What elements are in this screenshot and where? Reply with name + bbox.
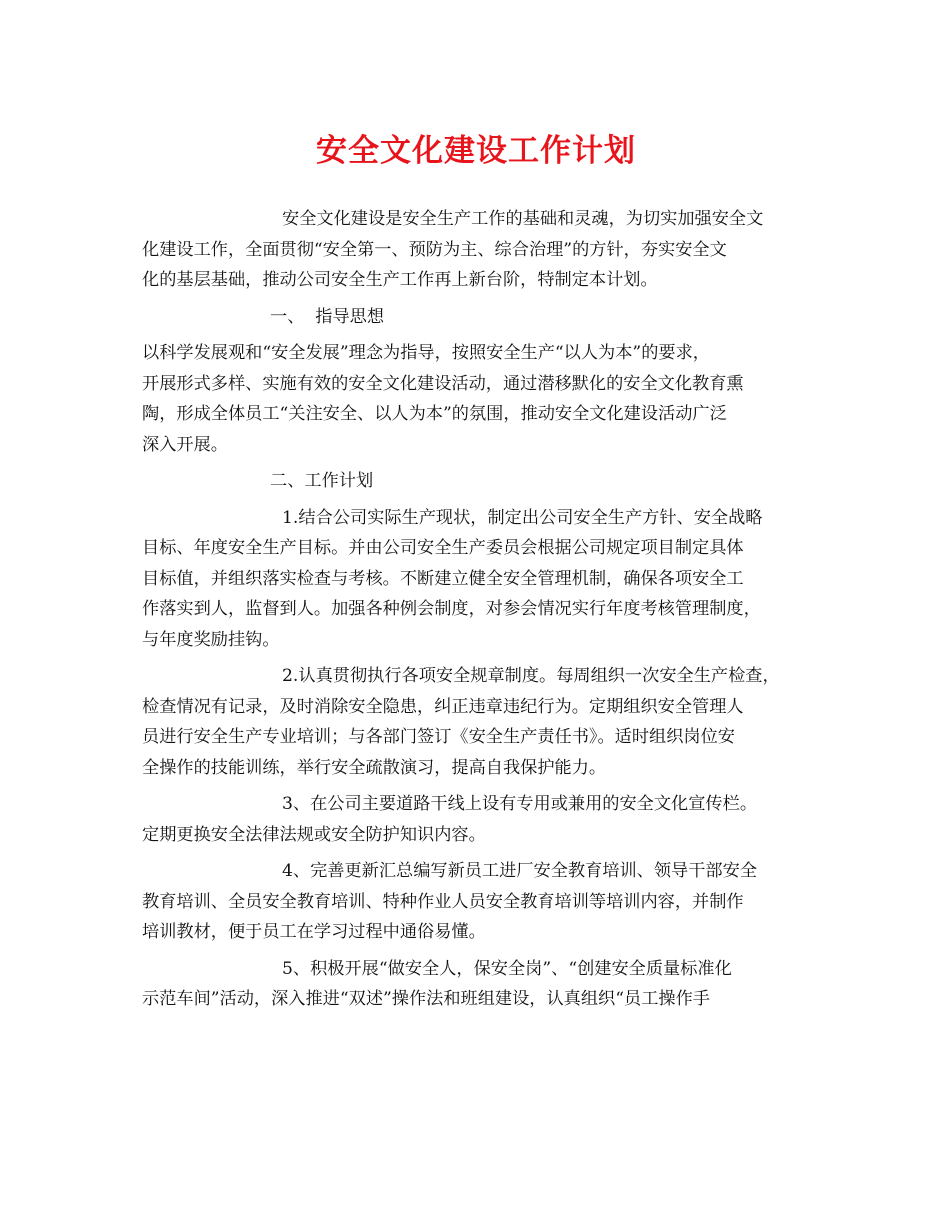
- item5-line: 5、积极开展“做安全人，保安全岗”、“创建安全质量标准化: [282, 958, 732, 979]
- item2-line: 员进行安全生产专业培训；与各部门签订《安全生产责任书》。适时组织岗位安: [142, 727, 735, 747]
- item1-line: 作落实到人，监督到人。加强各种例会制度，对参会情况实行年度考核管理制度，: [142, 599, 761, 619]
- item4-line: 4、完善更新汇总编写新员工进厂安全教育培训、领导干部安全: [282, 861, 758, 881]
- section1-line: 深入开展。: [142, 434, 228, 455]
- item2-line: 2.认真贯彻执行各项安全规章制度。每周组织一次安全生产检查，: [282, 666, 780, 686]
- document-title: 安全文化建设工作计划: [316, 133, 636, 169]
- section1-paragraph: [142, 338, 810, 460]
- section1-line: 以科学发展观和“安全发展”理念为指导，按照安全生产“以人为本”的要求，: [142, 343, 710, 363]
- item3-line: 3、在公司主要道路干线上设有专用或兼用的安全文化宣传栏。: [282, 794, 758, 814]
- section1-line: 开展形式多样、实施有效的安全文化建设活动，通过潜移默化的安全文化教育熏: [142, 373, 744, 394]
- item4-line: 教育培训、全员安全教育培训、特种作业人员安全教育培训等培训内容，并制作: [142, 891, 744, 912]
- item3-paragraph: [142, 789, 810, 850]
- item5-line: 示范车间”活动，深入推进“双述”操作法和班组建设，认真组织“员工操作手: [142, 989, 710, 1009]
- item3-line: 定期更换安全法律法规或安全防护知识内容。: [142, 824, 486, 845]
- item4-paragraph: [142, 856, 810, 948]
- item5-paragraph: [142, 954, 810, 1015]
- section-heading-work-plan: 二、工作计划: [270, 471, 374, 491]
- item1-line: 目标值，并组织落实检查与考核。不断建立健全安全管理机制，确保各项安全工: [142, 568, 744, 589]
- section-heading-guiding-thought: 一、 指导思想: [270, 306, 385, 327]
- intro-line: 安全文化建设是安全生产工作的基础和灵魂，为切实加强安全文: [282, 209, 764, 229]
- intro-paragraph: [142, 204, 810, 296]
- item2-line: 全操作的技能训练，举行安全疏散演习，提高自我保护能力。: [142, 757, 607, 778]
- item1-line: 与年度奖励挂钩。: [142, 629, 280, 650]
- item1-paragraph: [142, 503, 810, 656]
- item1-line: 1.结合公司实际生产现状，制定出公司安全生产方针、安全战略: [282, 507, 763, 528]
- item2-paragraph: [142, 661, 810, 783]
- item2-line: 检查情况有记录，及时消除安全隐患，纠正违章违纪行为。定期组织安全管理人: [142, 696, 744, 717]
- intro-line: 化建设工作，全面贯彻“安全第一、预防为主、综合治理”的方针，夯实安全文: [142, 239, 727, 260]
- item1-line: 目标、年度安全生产目标。并由公司安全生产委员会根据公司规定项目制定具体: [142, 538, 744, 558]
- intro-line: 化的基层基础，推动公司安全生产工作再上新台阶，特制定本计划。: [142, 270, 658, 290]
- item4-line: 培训教材，便于员工在学习过程中通俗易懂。: [142, 922, 486, 942]
- section1-line: 陶，形成全体员工“关注安全、以人为本”的氛围，推动安全文化建设活动广泛: [142, 404, 727, 424]
